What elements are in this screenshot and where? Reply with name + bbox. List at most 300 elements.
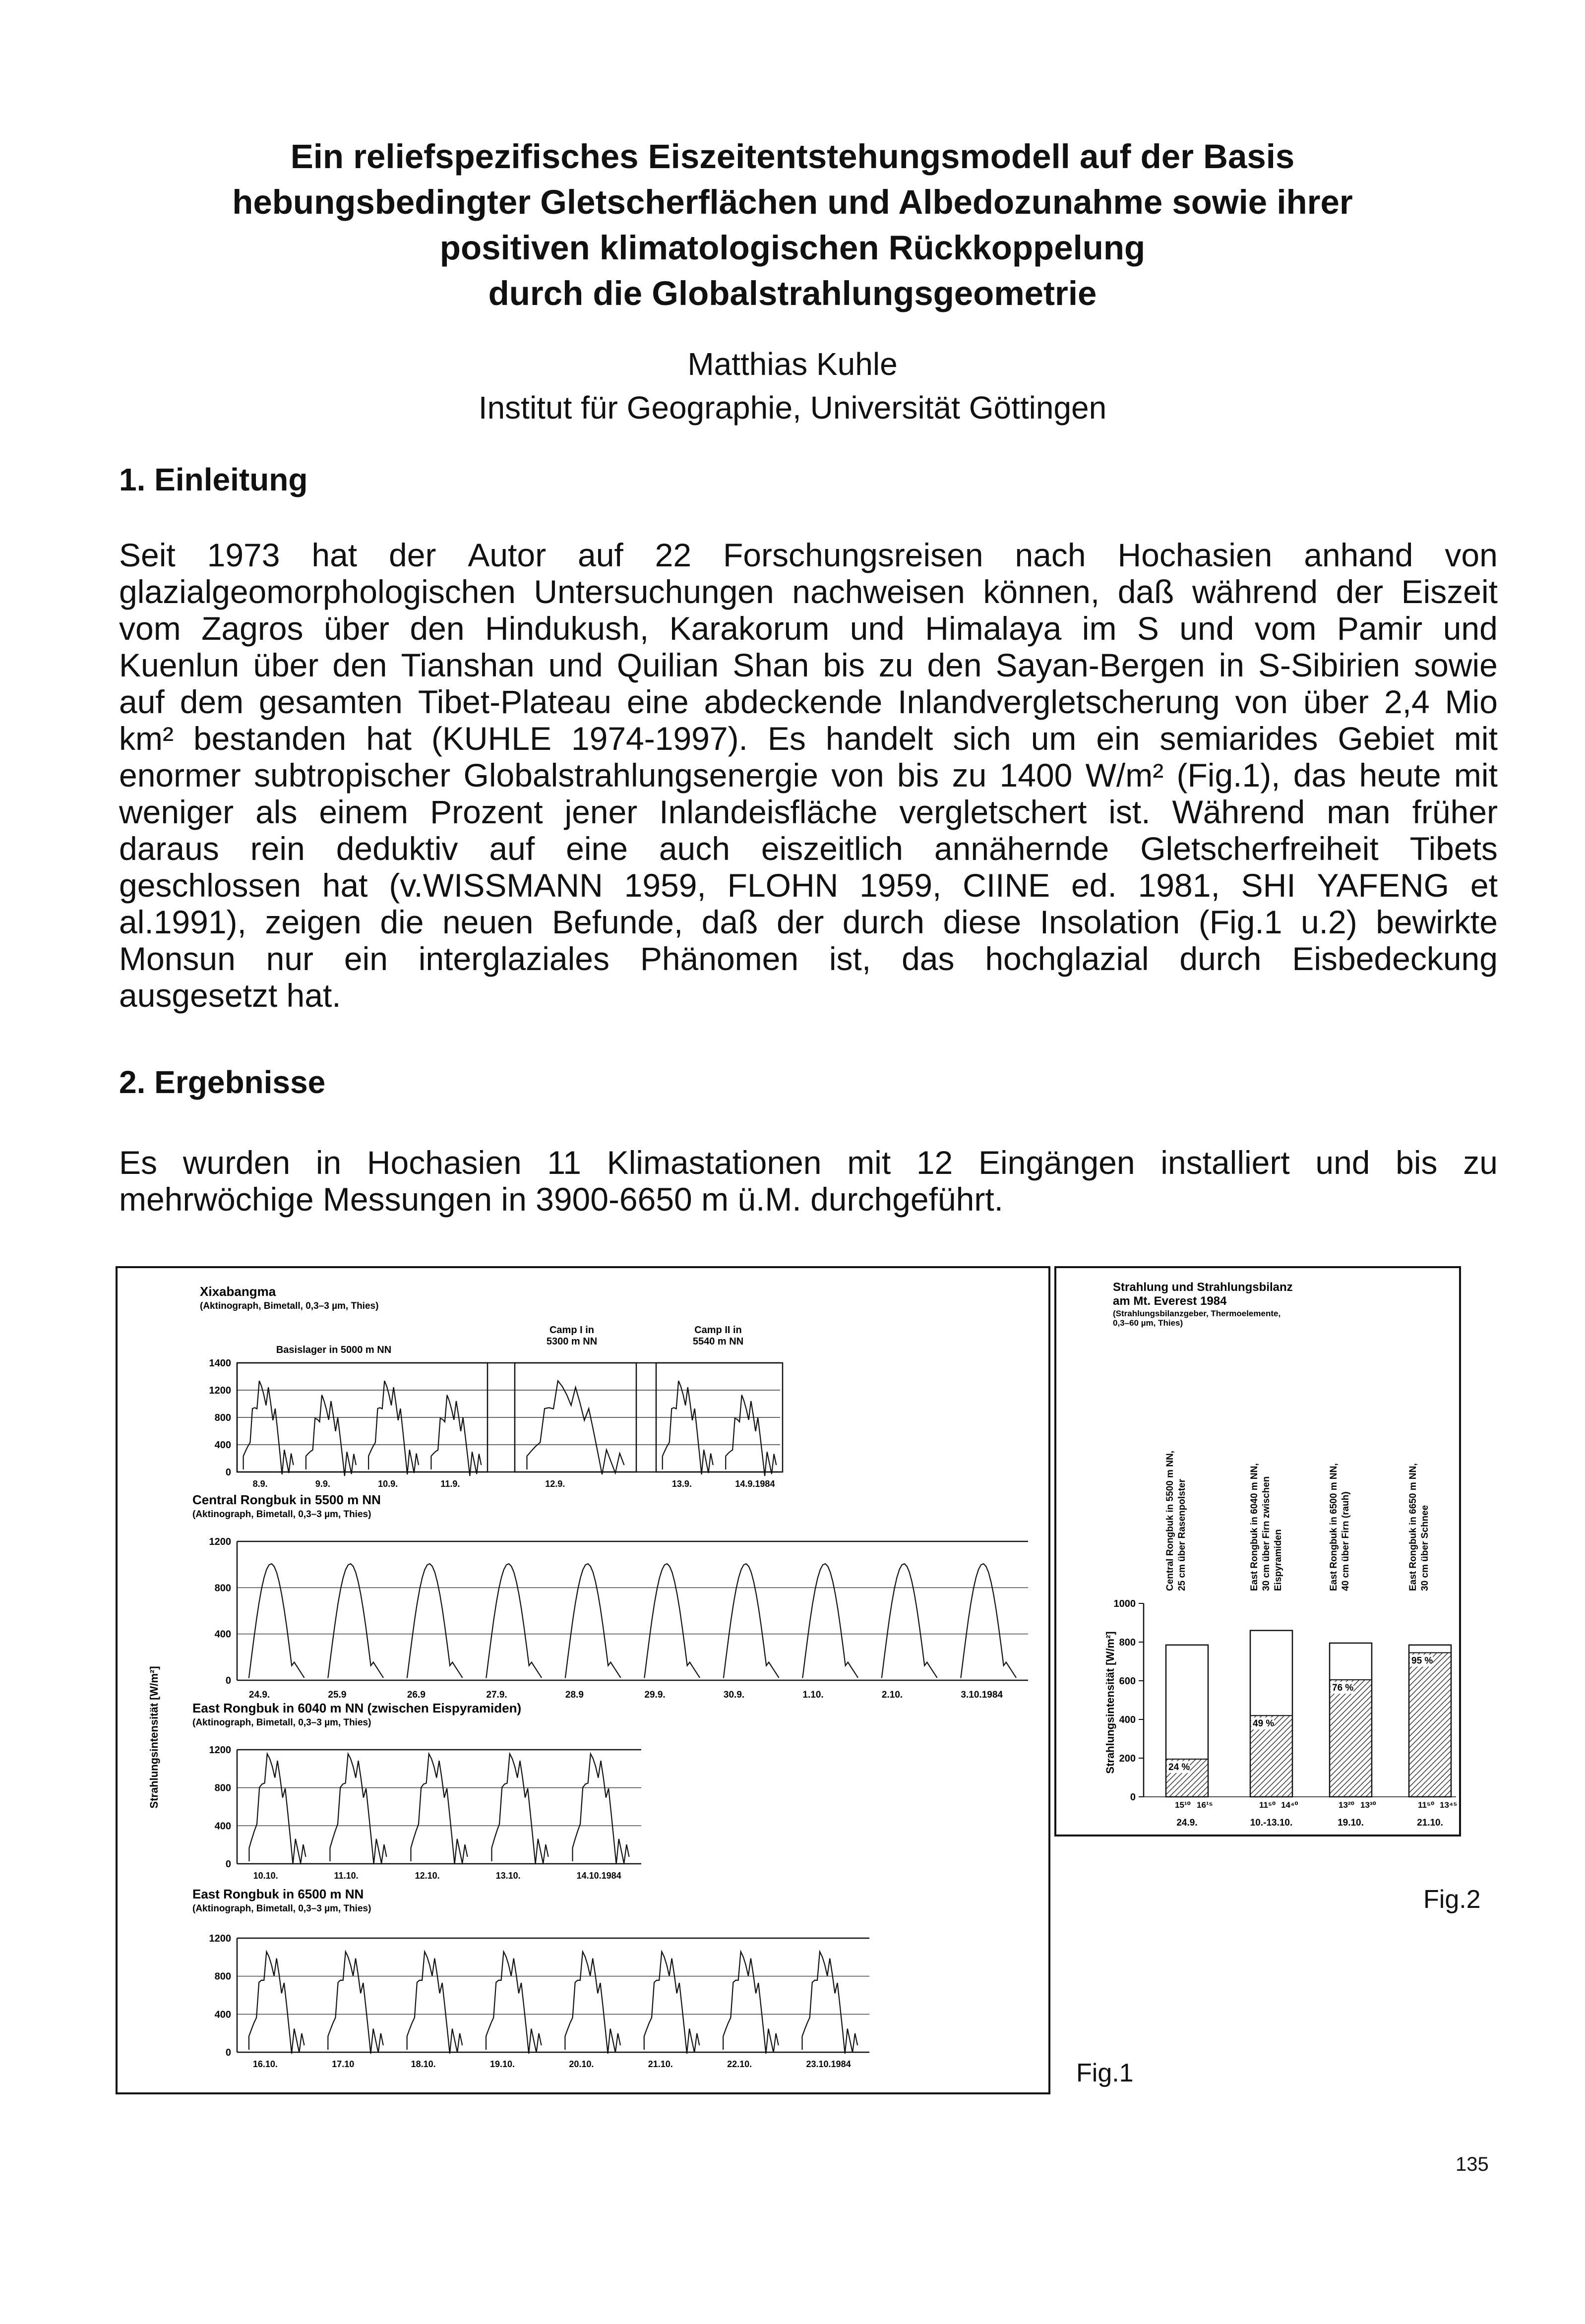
- radiation-trace: [723, 1952, 779, 2054]
- station-label: 25 cm über Rasenpolster: [1177, 1479, 1187, 1591]
- word: subtropischer: [254, 757, 451, 794]
- radiation-trace: [724, 1564, 779, 1678]
- date-label: 20.10.: [569, 2059, 594, 2069]
- radiation-trace: [663, 1381, 713, 1474]
- date-label: 13.9.: [671, 1479, 692, 1489]
- word: während: [1192, 573, 1318, 610]
- word: ist.: [1108, 794, 1151, 830]
- text-line: [119, 1144, 1498, 1181]
- word: SHI: [1241, 867, 1296, 904]
- word: Eiszeit: [1401, 573, 1498, 610]
- word: Befunde,: [551, 904, 683, 940]
- balance-bar: [1409, 1652, 1451, 1797]
- station-group-label: 5300 m NN: [546, 1336, 598, 1347]
- word: ausgesetzt hat.: [119, 977, 341, 1014]
- text-line: [119, 683, 1498, 720]
- word: 1959,: [624, 867, 706, 904]
- page-number: 135: [1456, 2153, 1489, 2175]
- date-label: 13.10.: [495, 1871, 521, 1881]
- author-name: Matthias Kuhle: [687, 346, 898, 382]
- word: CIINE: [963, 867, 1050, 904]
- word: Eisbedeckung: [1292, 940, 1498, 977]
- fig1-panel: [192, 1492, 1028, 1700]
- radiation-trace: [802, 1952, 858, 2054]
- word: Globalstrahlungsenergie: [463, 757, 818, 794]
- word: bestanden: [193, 720, 347, 757]
- title-line: hebungsbedingter Gletscherflächen und Albedozunahme sowie ihrer: [232, 183, 1353, 221]
- word: im: [1082, 610, 1117, 647]
- word: bis: [897, 757, 939, 794]
- text-line: [119, 794, 1498, 830]
- word: den: [410, 610, 465, 647]
- word: interglaziales: [418, 940, 610, 977]
- radiation-trace: [527, 1381, 624, 1474]
- word: mit: [1454, 720, 1498, 757]
- word: über: [253, 647, 319, 683]
- word: wurden: [183, 1144, 291, 1181]
- word: die: [380, 904, 424, 940]
- word: 12: [916, 1144, 953, 1181]
- station-label: 40 cm über Firn (rauh): [1341, 1491, 1351, 1591]
- radiation-trace: [486, 1952, 542, 2054]
- tick-label: 400: [214, 1821, 231, 1832]
- word: hochglazial: [985, 940, 1149, 977]
- date-label: 12.9.: [545, 1479, 565, 1489]
- tick-label: 400: [214, 1440, 231, 1451]
- date-label: 27.9.: [486, 1690, 507, 1700]
- word: Pamir: [1337, 610, 1423, 647]
- text-line: [119, 977, 1498, 1014]
- word: daß: [1117, 573, 1174, 610]
- word: mit: [1454, 757, 1498, 794]
- station-label: East Rongbuk in 6500 m NN,: [1329, 1463, 1339, 1591]
- date-label: 11.9.: [440, 1479, 460, 1489]
- word: semiarides: [1159, 720, 1318, 757]
- word: sich: [953, 720, 1011, 757]
- word: man: [1327, 794, 1391, 830]
- word: bis: [1396, 1144, 1438, 1181]
- tick-label: 1200: [209, 1536, 231, 1547]
- fig2-subtitle: 0,3–60 µm, Thies): [1113, 1318, 1183, 1328]
- date-label: 21.10.: [648, 2059, 673, 2069]
- radiation-trace: [249, 1952, 305, 2054]
- word: anhand: [1304, 537, 1413, 573]
- date-label: 19.10.: [490, 2059, 515, 2069]
- station-label: 30 cm über Schnee: [1420, 1505, 1430, 1591]
- tick-label: 1400: [209, 1358, 231, 1369]
- date-label: 12.10.: [415, 1871, 440, 1881]
- date-label: 1.10.: [802, 1690, 824, 1700]
- word: und: [850, 610, 905, 647]
- radiation-trace: [407, 1952, 463, 2054]
- word: installiert: [1160, 1144, 1290, 1181]
- text-line: [119, 720, 1498, 757]
- date-label: 3.10.1984: [961, 1690, 1003, 1700]
- radiation-trace: [244, 1381, 294, 1474]
- tick-label: 800: [214, 1412, 231, 1423]
- word: zeigen: [265, 904, 362, 940]
- date-label: 28.9: [565, 1690, 584, 1700]
- radiation-trace: [306, 1395, 356, 1476]
- date-label: 2.10.: [881, 1690, 903, 1700]
- date-label: 25.9: [328, 1690, 347, 1700]
- word: hat: [322, 867, 368, 904]
- word: 11: [547, 1144, 581, 1181]
- time-label: 13⁴⁵: [1440, 1800, 1458, 1810]
- tick-label: 800: [214, 1782, 231, 1794]
- radiation-trace: [431, 1395, 481, 1476]
- word: Hochasien: [1117, 537, 1273, 573]
- station-label: East Rongbuk in 6040 m NN,: [1249, 1463, 1260, 1591]
- time-label: 13²⁰: [1339, 1800, 1355, 1810]
- word: Prozent: [430, 794, 543, 830]
- radiation-trace: [644, 1952, 700, 2054]
- text-line: [119, 537, 1498, 573]
- radiation-trace: [407, 1564, 463, 1678]
- panel-title: Central Rongbuk in 5500 m NN: [192, 1492, 381, 1507]
- word: (Fig.1: [1198, 904, 1282, 940]
- title-line: durch die Globalstrahlungsgeometrie: [488, 274, 1097, 312]
- word: daß: [701, 904, 758, 940]
- category-label: 21.10.: [1417, 1818, 1443, 1828]
- word: der: [1336, 573, 1384, 610]
- figure-2-label: Fig.2: [1423, 1885, 1481, 1914]
- radiation-trace: [882, 1564, 937, 1678]
- radiation-trace: [328, 1952, 383, 2054]
- word: S: [1137, 610, 1159, 647]
- title-line: positiven klimatologischen Rückkoppelung: [439, 229, 1146, 267]
- word: 1400: [999, 757, 1073, 794]
- figure-1: [116, 1266, 1050, 2094]
- word: (KUHLE: [431, 720, 551, 757]
- tick-label: 800: [214, 1971, 231, 1982]
- station-label: 30 cm über Firn zwischen: [1261, 1476, 1272, 1591]
- word: über: [1303, 683, 1369, 720]
- word: Monsun: [119, 940, 236, 977]
- tick-label: 0: [225, 1859, 231, 1870]
- word: W/m²: [1085, 757, 1164, 794]
- word: auf: [489, 830, 535, 867]
- word: km²: [119, 720, 174, 757]
- fig2-title: Strahlung und Strahlungsbilanz: [1113, 1281, 1293, 1294]
- word: eine: [566, 830, 628, 867]
- panel-title: Xixabangma: [200, 1284, 276, 1299]
- word: et: [1470, 867, 1498, 904]
- word: S-Sibirien: [1258, 647, 1401, 683]
- panel-title: East Rongbuk in 6500 m NN: [192, 1887, 364, 1901]
- word: Hindukush,: [485, 610, 649, 647]
- word: Phänomen: [640, 940, 799, 977]
- word: glazialgeomorphologischen: [119, 573, 516, 610]
- radiation-trace: [961, 1564, 1016, 1678]
- word: Forschungsreisen: [723, 537, 983, 573]
- date-label: 26.9: [407, 1690, 426, 1700]
- station-label: Eispyramiden: [1273, 1529, 1283, 1591]
- word: sowie: [1414, 647, 1498, 683]
- word: Autor: [468, 537, 547, 573]
- radiation-trace: [565, 1564, 621, 1678]
- word: zu: [1463, 1144, 1498, 1181]
- category-label: 19.10.: [1338, 1818, 1364, 1828]
- y-tick-label: 800: [1119, 1637, 1136, 1648]
- word: auf: [577, 537, 623, 573]
- section-body-einleitung: [119, 537, 1498, 1014]
- word: nachweisen: [792, 573, 965, 610]
- panel-title: East Rongbuk in 6040 m NN (zwischen Eispyramiden): [192, 1701, 522, 1715]
- text-line: [119, 940, 1498, 977]
- word: den: [927, 647, 982, 683]
- word: mit: [847, 1144, 891, 1181]
- word: Mio: [1445, 683, 1498, 720]
- figure-2: [1054, 1266, 1461, 1836]
- fig2-subtitle: (Strahlungsbilanzgeber, Thermoelemente,: [1113, 1309, 1281, 1318]
- word: ein: [1096, 720, 1140, 757]
- text-line: [119, 573, 1498, 610]
- section-heading-ergebnisse: 2. Ergebnisse: [119, 1064, 326, 1100]
- word: Sayan-Bergen: [995, 647, 1205, 683]
- date-label: 24.9.: [248, 1690, 270, 1700]
- text-line: [119, 757, 1498, 794]
- word: Insolation: [1039, 904, 1180, 940]
- word: eiszeitlich: [761, 830, 903, 867]
- word: Inlandeisfläche: [659, 794, 878, 830]
- date-label: 14.10.1984: [576, 1871, 621, 1881]
- category-label: 10.-13.10.: [1250, 1818, 1293, 1828]
- word: (Fig.1),: [1176, 757, 1280, 794]
- date-label: 14.9.1984: [735, 1479, 775, 1489]
- time-label: 16¹⁵: [1197, 1800, 1213, 1810]
- date-label: 29.9.: [644, 1690, 666, 1700]
- balance-bar: [1330, 1680, 1372, 1797]
- word: u.2): [1300, 904, 1357, 940]
- word: Inlandvergletscherung: [898, 683, 1220, 720]
- word: Himalaya: [925, 610, 1062, 647]
- time-label: 13³⁰: [1360, 1800, 1377, 1810]
- word: das: [902, 940, 955, 977]
- word: und: [1315, 1144, 1370, 1181]
- date-label: 30.9.: [723, 1690, 745, 1700]
- station-group-label: Camp II in: [694, 1325, 742, 1336]
- radiation-trace: [486, 1564, 542, 1678]
- word: als: [255, 794, 298, 830]
- word: können,: [983, 573, 1100, 610]
- radiation-trace: [491, 1754, 548, 1864]
- date-label: 17.10: [332, 2059, 355, 2069]
- word: Es: [767, 720, 806, 757]
- word: Gebiet: [1338, 720, 1434, 757]
- date-label: 16.10.: [252, 2059, 278, 2069]
- radiation-trace: [572, 1754, 629, 1864]
- word: neuen: [442, 904, 534, 940]
- word: handelt: [825, 720, 933, 757]
- word: Gletscherfreiheit: [1140, 830, 1379, 867]
- author-affiliation: Institut für Geographie, Universität Göttingen: [478, 390, 1107, 426]
- word: hat: [366, 720, 412, 757]
- y-tick-label: 0: [1130, 1792, 1136, 1803]
- tick-label: 1200: [209, 1745, 231, 1756]
- panel-subtitle: (Aktinograph, Bimetall, 0,3–3 µm, Thies): [200, 1301, 379, 1311]
- radiation-trace: [368, 1381, 419, 1474]
- radiation-trace: [330, 1754, 386, 1864]
- word: 1974-1997).: [571, 720, 748, 757]
- radiation-trace: [411, 1754, 467, 1864]
- balance-label: 76 %: [1332, 1683, 1354, 1694]
- word: diese: [943, 904, 1022, 940]
- word: Shan: [732, 647, 809, 683]
- text-line: [119, 867, 1498, 904]
- word: von: [1445, 537, 1498, 573]
- word: vom: [1254, 610, 1317, 647]
- date-label: 10.9.: [378, 1479, 398, 1489]
- category-label: 24.9.: [1176, 1818, 1198, 1828]
- tick-label: 0: [225, 2047, 231, 2058]
- word: durch: [842, 904, 924, 940]
- word: bis: [823, 647, 865, 683]
- word: um: [1031, 720, 1077, 757]
- section-heading-einleitung: 1. Einleitung: [119, 462, 308, 497]
- word: FLOHN: [727, 867, 839, 904]
- text-line: [119, 830, 1498, 867]
- word: von: [1235, 683, 1288, 720]
- word: Es: [119, 1144, 158, 1181]
- word: auch: [659, 830, 730, 867]
- word: geschlossen: [119, 867, 301, 904]
- time-label: 11⁵⁰: [1259, 1800, 1276, 1810]
- word: zu: [952, 757, 987, 794]
- word: von: [831, 757, 884, 794]
- word: bewirkte: [1376, 904, 1498, 940]
- word: Untersuchungen: [534, 573, 774, 610]
- word: früher: [1412, 794, 1498, 830]
- time-label: 11⁵⁰: [1418, 1800, 1435, 1810]
- word: hat: [311, 537, 358, 573]
- word: vom: [119, 610, 181, 647]
- y-tick-label: 600: [1119, 1676, 1136, 1687]
- fig2-title: am Mt. Everest 1984: [1113, 1294, 1227, 1308]
- paper-title: [0, 134, 1585, 316]
- word: enormer: [119, 757, 241, 794]
- word: heute: [1359, 757, 1441, 794]
- word: über: [323, 610, 390, 647]
- text-line: [119, 1181, 1498, 1218]
- date-label: 18.10.: [411, 2059, 436, 2069]
- word: einem: [319, 794, 409, 830]
- tick-label: 1200: [209, 1385, 231, 1396]
- word: der: [776, 904, 824, 940]
- word: mehrwöchige Messungen in 3900-6650 m ü.M. durchgeführt.: [119, 1181, 1003, 1218]
- station-group-label: 5540 m NN: [692, 1336, 744, 1347]
- word: zu: [878, 647, 914, 683]
- word: vergletschert: [899, 794, 1087, 830]
- word: Tibet-Plateau: [418, 683, 611, 720]
- y-tick-label: 200: [1119, 1753, 1136, 1764]
- radiation-trace: [565, 1952, 620, 2054]
- word: 1973: [207, 537, 280, 573]
- word: dem: [180, 683, 244, 720]
- tick-label: 0: [225, 1467, 231, 1478]
- time-label: 15¹⁰: [1175, 1800, 1191, 1810]
- word: annähernde: [934, 830, 1109, 867]
- date-label: 11.10.: [334, 1871, 359, 1881]
- text-line: [119, 610, 1498, 647]
- word: Eingängen: [978, 1144, 1135, 1181]
- word: (v.WISSMANN: [389, 867, 603, 904]
- word: Seit: [119, 537, 176, 573]
- word: Kuenlun: [119, 647, 240, 683]
- station-group-label: Camp I in: [549, 1325, 595, 1336]
- tick-label: 400: [214, 1629, 231, 1640]
- word: 22: [655, 537, 692, 573]
- tick-label: 1200: [209, 1933, 231, 1944]
- word: deduktiv: [336, 830, 458, 867]
- author-block: [0, 342, 1585, 429]
- text-line: [119, 904, 1498, 940]
- word: den: [332, 647, 387, 683]
- station-group-label: Basislager in 5000 m NN: [276, 1345, 392, 1355]
- word: al.1991),: [119, 904, 246, 940]
- word: eine: [626, 683, 689, 720]
- text-line: [119, 647, 1498, 683]
- word: ein: [344, 940, 388, 977]
- radiation-trace: [249, 1564, 305, 1678]
- word: 2,4: [1384, 683, 1430, 720]
- fig1-ylabel: Strahlungsintensität [W/m²]: [148, 1666, 160, 1809]
- word: und: [548, 647, 603, 683]
- word: Zagros: [201, 610, 304, 647]
- word: jener: [564, 794, 638, 830]
- panel-subtitle: (Aktinograph, Bimetall, 0,3–3 µm, Thies): [192, 1717, 371, 1728]
- word: und: [1443, 610, 1498, 647]
- word: YAFENG: [1317, 867, 1450, 904]
- panel-subtitle: (Aktinograph, Bimetall, 0,3–3 µm, Thies): [192, 1903, 371, 1914]
- fig1-panel: [192, 1701, 641, 1881]
- date-label: 8.9.: [252, 1479, 268, 1489]
- date-label: 10.10.: [253, 1871, 278, 1881]
- balance-label: 95 %: [1411, 1655, 1433, 1666]
- radiation-trace: [802, 1564, 858, 1678]
- date-label: 23.10.1984: [806, 2059, 851, 2069]
- word: Tibets: [1409, 830, 1498, 867]
- word: nur: [266, 940, 314, 977]
- station-label: Central Rongbuk in 5500 m NN,: [1165, 1451, 1175, 1591]
- section-body-ergebnisse: [119, 1144, 1498, 1218]
- balance-label: 24 %: [1168, 1762, 1190, 1773]
- time-label: 14⁴⁰: [1281, 1800, 1298, 1810]
- radiation-trace: [726, 1395, 776, 1476]
- word: gesamten: [259, 683, 403, 720]
- balance-label: 49 %: [1253, 1718, 1275, 1729]
- date-label: 22.10.: [727, 2059, 752, 2069]
- word: durch: [1179, 940, 1262, 977]
- word: das: [1293, 757, 1346, 794]
- word: abdeckende: [704, 683, 883, 720]
- word: Während: [1172, 794, 1305, 830]
- tick-label: 800: [214, 1583, 231, 1594]
- word: Tianshan: [401, 647, 535, 683]
- radiation-trace: [644, 1564, 700, 1678]
- tick-label: 400: [214, 2009, 231, 2020]
- word: in: [315, 1144, 342, 1181]
- word: ed.: [1071, 867, 1117, 904]
- word: rein: [250, 830, 305, 867]
- word: Karakorum: [669, 610, 830, 647]
- y-tick-label: 1000: [1113, 1598, 1136, 1609]
- date-label: 9.9.: [315, 1479, 330, 1489]
- word: auf: [119, 683, 165, 720]
- word: nach: [1015, 537, 1086, 573]
- word: der: [389, 537, 436, 573]
- word: Klimastationen: [607, 1144, 822, 1181]
